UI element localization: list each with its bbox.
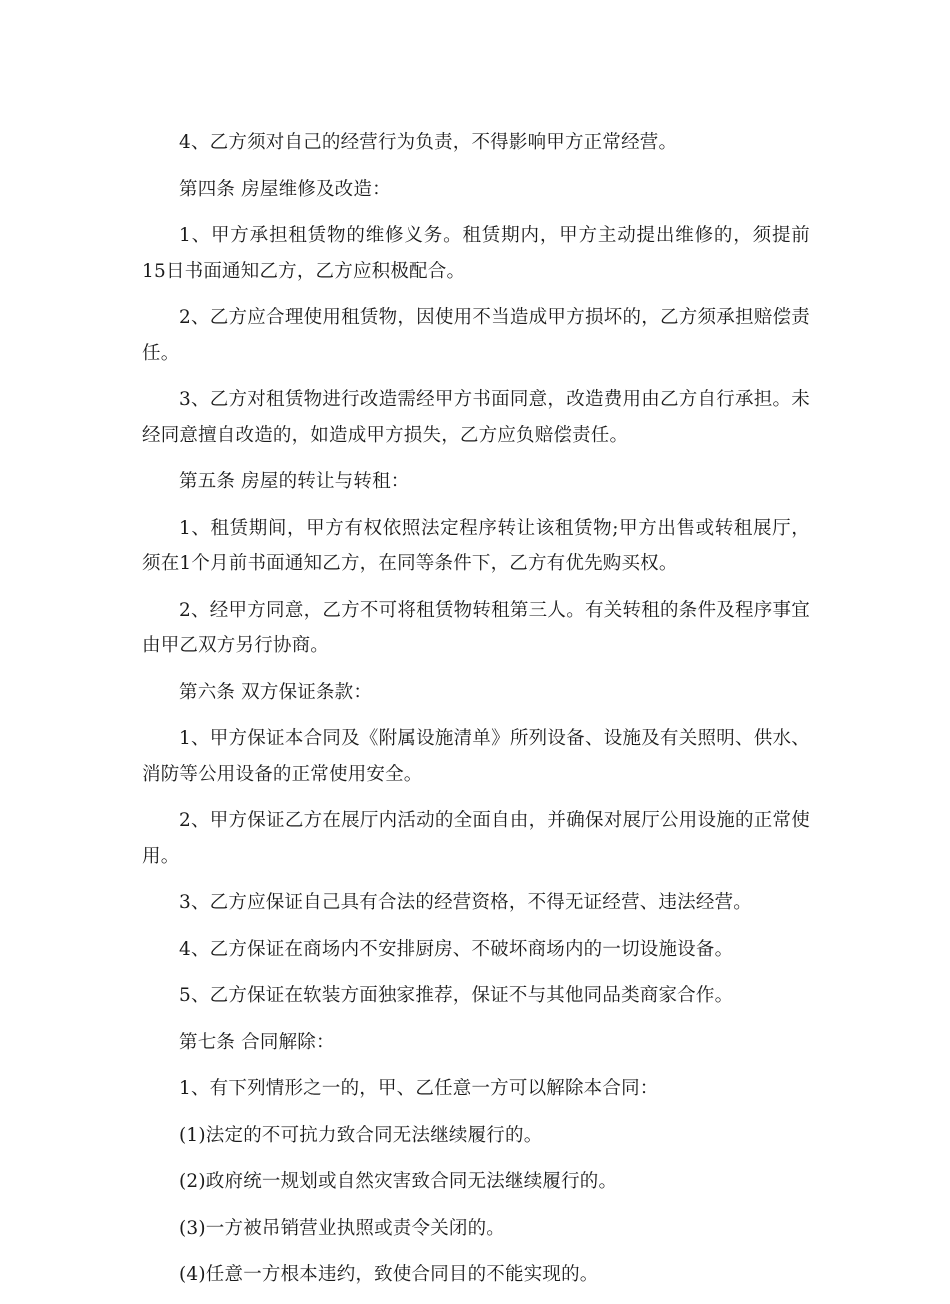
paragraph-article-7-sub-1: (1)法定的不可抗力致合同无法继续履行的。 — [179, 1124, 543, 1146]
paragraph-article-7-item-1: 1、有下列情形之一的，甲、乙任意一方可以解除本合同： — [179, 1078, 659, 1099]
paragraph-article-4-item-3: 3、乙方对租赁物进行改造需经甲方书面同意，改造费用由乙方自行承担。未经同意擅自改造的，如造成甲方损失，乙方应负赔偿责任。 — [142, 389, 810, 446]
paragraph-article-4-item-2: 2、乙方应合理使用租赁物，因使用不当造成甲方损坏的，乙方须承担赔偿责任。 — [142, 307, 810, 364]
paragraph-article-7-sub-4: (4)任意一方根本违约，致使合同目的不能实现的。 — [179, 1264, 599, 1285]
paragraph-article-6-item-2: 2、甲方保证乙方在展厅内活动的全面自由，并确保对展厅公用设施的正常使用。 — [142, 810, 810, 867]
paragraph-article-6-item-1: 1、甲方保证本合同及《附属设施清单》所列设备、设施及有关照明、供水、消防等公用设备的正常使用安全。 — [142, 728, 810, 785]
document-body — [142, 125, 810, 1304]
heading-article-5: 第五条 房屋的转让与转租： — [179, 471, 410, 492]
paragraph-clause-3-item-4: 4、乙方须对自己的经营行为负责，不得影响甲方正常经营。 — [179, 132, 678, 153]
paragraph-article-5-item-2: 2、经甲方同意，乙方不可将租赁物转租第三人。有关转租的条件及程序事宜由甲乙双方另行协商。 — [142, 599, 810, 656]
paragraph-article-6-item-4: 4、乙方保证在商场内不安排厨房、不破坏商场内的一切设施设备。 — [179, 938, 734, 960]
paragraph-article-6-item-5: 5、乙方保证在软装方面独家推荐，保证不与其他同品类商家合作。 — [179, 985, 734, 1006]
paragraph-article-5-item-1: 1、租赁期间，甲方有权依照法定程序转让该租赁物;甲方出售或转租展厅，须在1个月前书面通知乙方，在同等条件下，乙方有优先购买权。 — [142, 517, 810, 574]
paragraph-article-7-sub-3: (3)一方被吊销营业执照或责令关闭的。 — [179, 1217, 506, 1239]
paragraph-article-7-sub-2: (2)政府统一规划或自然灾害致合同无法继续履行的。 — [179, 1171, 618, 1192]
heading-article-7: 第七条 合同解除： — [179, 1031, 335, 1053]
paragraph-article-6-item-3: 3、乙方应保证自己具有合法的经营资格，不得无证经营、违法经营。 — [179, 892, 752, 913]
heading-article-4: 第四条 房屋维修及改造： — [179, 178, 391, 200]
heading-article-6: 第六条 双方保证条款： — [179, 681, 373, 703]
paragraph-article-4-item-1: 1、甲方承担租赁物的维修义务。租赁期内，甲方主动提出维修的，须提前15日书面通知乙方，乙方应积极配合。 — [142, 225, 810, 282]
